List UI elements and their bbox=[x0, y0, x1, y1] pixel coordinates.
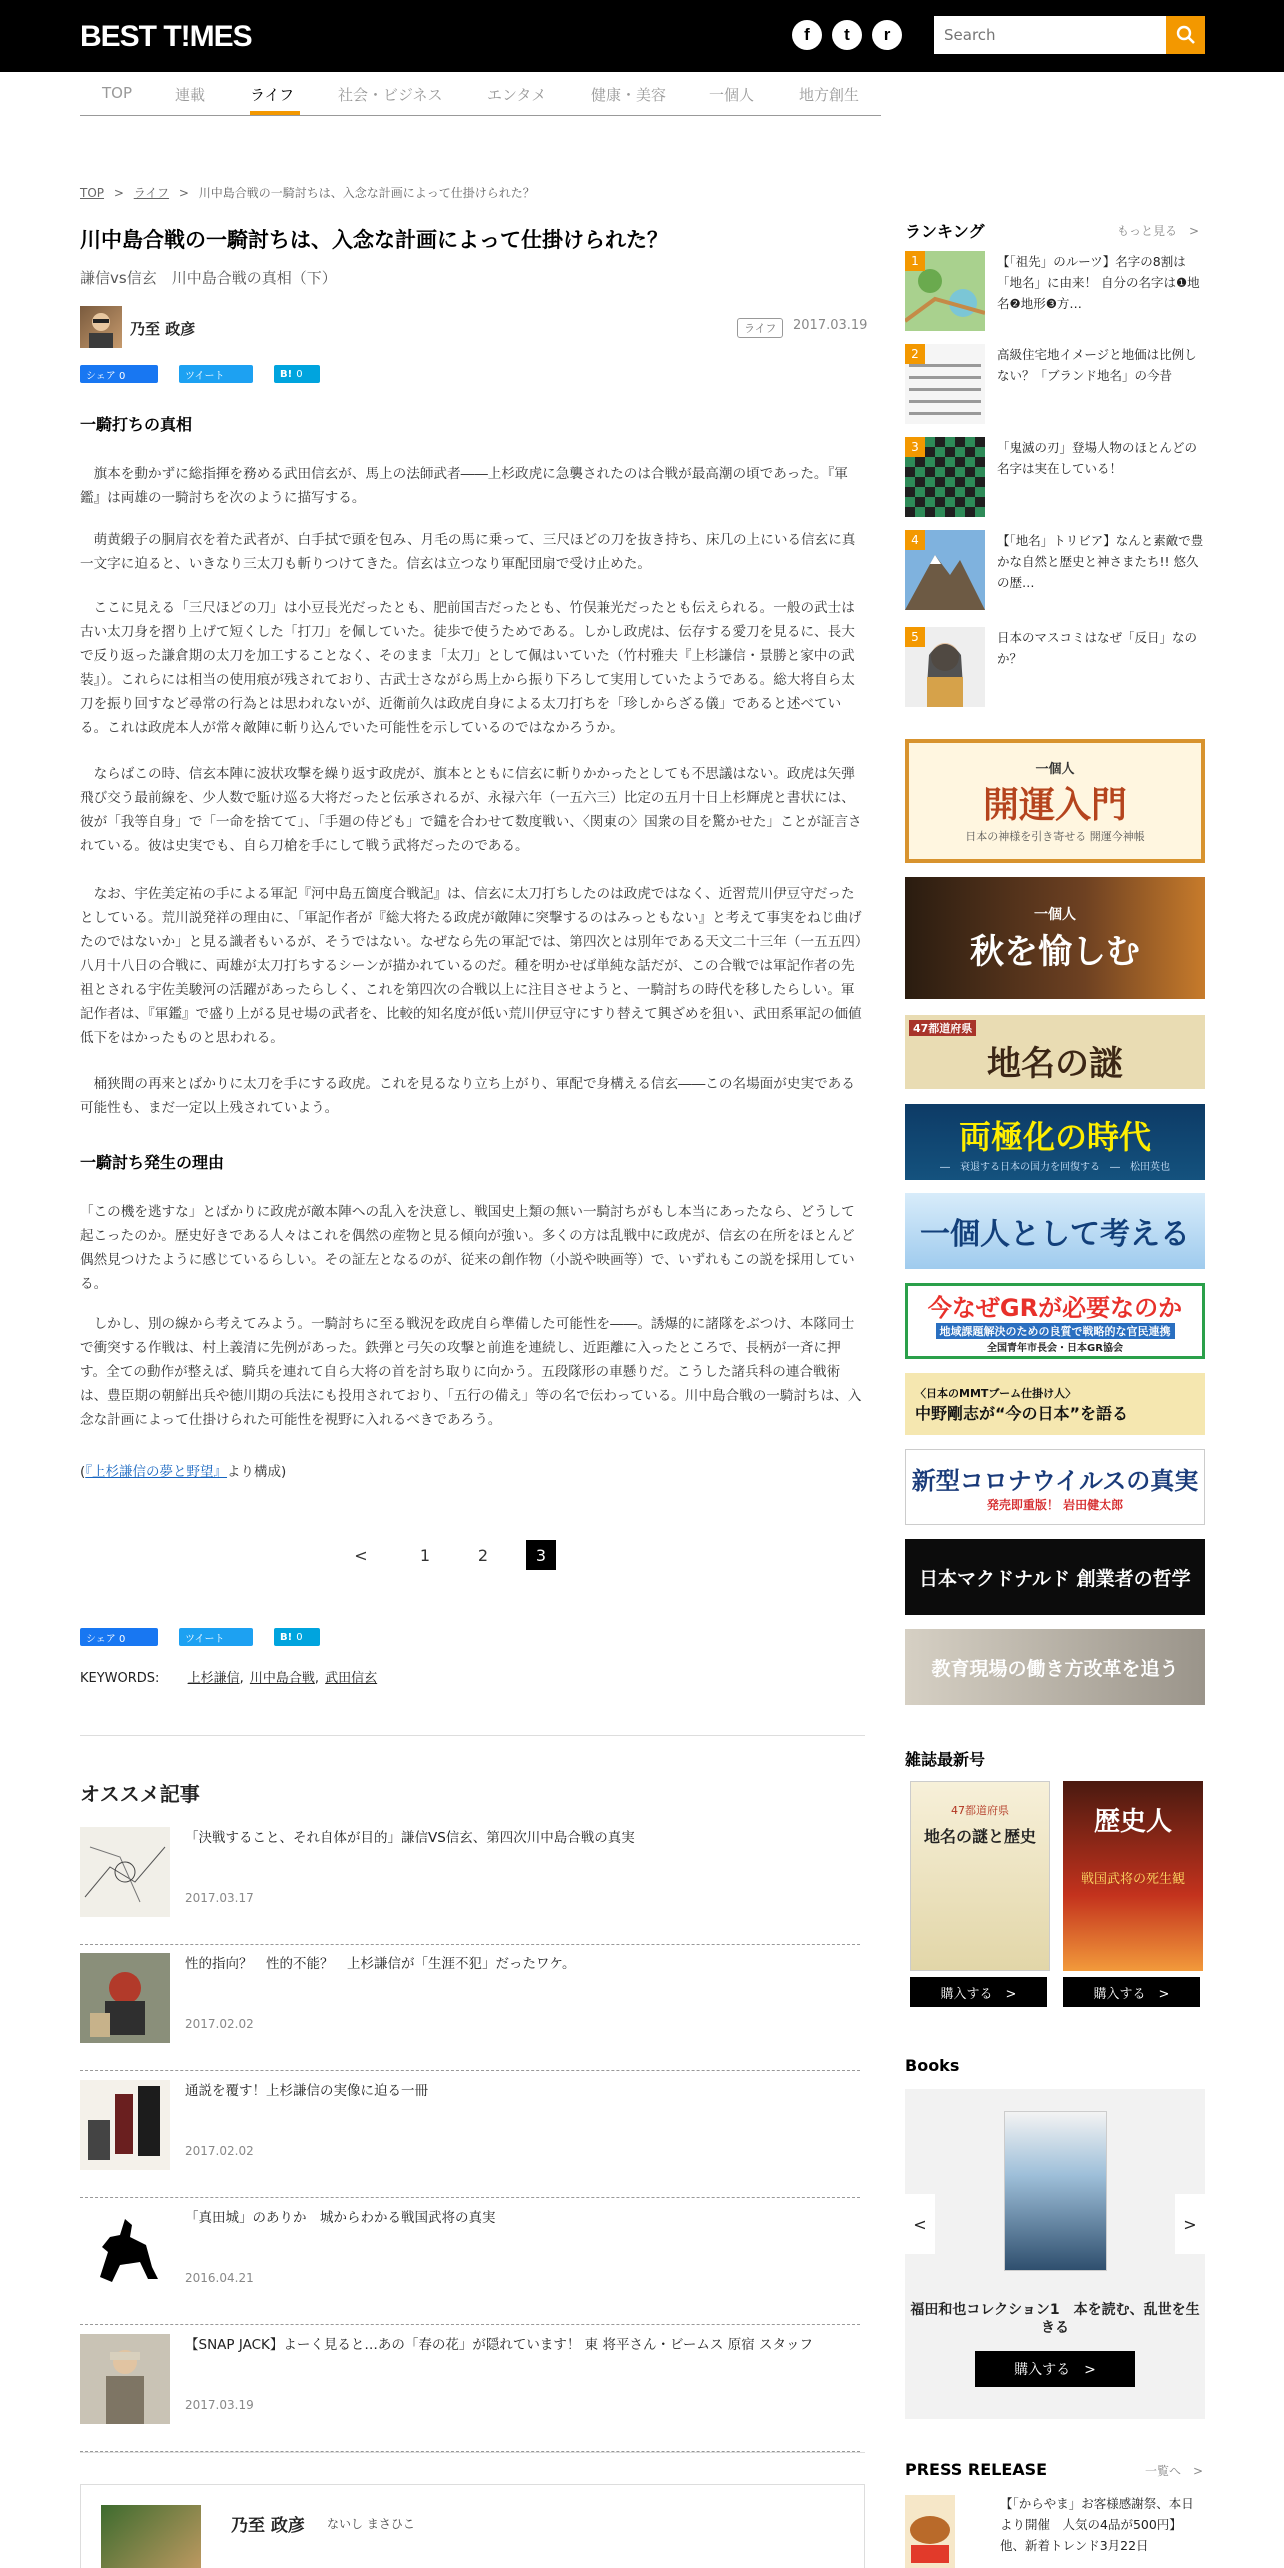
rss-icon[interactable]: r bbox=[872, 20, 902, 50]
recommended-thumbnail bbox=[80, 2207, 170, 2297]
books-carousel bbox=[905, 2089, 1205, 2419]
ranking-number: 1 bbox=[905, 251, 925, 271]
recommended-item[interactable] bbox=[80, 2207, 860, 2325]
pagination-prev[interactable]: < bbox=[354, 1545, 368, 1565]
magazine-name: 歴史人 bbox=[1093, 1807, 1172, 1837]
magazine-heading: 雑誌最新号 bbox=[905, 1750, 986, 1769]
article-paragraph: しかし、別の線から考えてみよう。一騎討ちに至る戦況を政虎自ら準備した可能性を――。誘爆的に諸隊をぶつけ、本隊同士で衝突する作戦は、村上義清に先例があった。鉄弾と弓矢の攻撃と前進を連続し、近距離に入ったところで、長柄が一斉に押す。全ての動作が整えば、騎兵を連れて自ら大将の首を討ち取りに向かう。五段隊形の車懸りだ。こうした諸兵科の連合戦術は、豊臣期の朝鮮出兵や徳川期の兵法にも投用されており、「五行の備え」等の名で伝わっている。川中島合戦の一騎討ちは、入念な計画によって仕掛けられた可能性を視野に入れるべきであろう。 bbox=[80, 1316, 862, 1428]
twitter-share-button[interactable] bbox=[179, 365, 253, 383]
banner-sub2: 全国青年市長会・日本GR協会 bbox=[987, 1343, 1123, 1354]
banner-ikkojin-think[interactable] bbox=[905, 1193, 1205, 1269]
search-input[interactable] bbox=[934, 16, 1166, 54]
pagination-page-3-current: 3 bbox=[526, 1540, 556, 1570]
recommended-title[interactable]: 性的指向？ 性的不能？ 上杉謙信が「生涯不犯」だったワケ。 bbox=[185, 1956, 576, 1972]
banner-mcdonalds[interactable] bbox=[905, 1539, 1205, 1615]
banner-sub: 発売即重版！ 岩田健太郎 bbox=[986, 1498, 1124, 1512]
article-paragraph: 旗本を動かずに総指揮を務める武田信玄が、馬上の法師武者――上杉政虎に急襲されたのは合戦が最高潮の頃であった。『軍鑑』は両雄の一騎討ちを次のように描写する。 bbox=[80, 466, 848, 506]
search-icon bbox=[1176, 25, 1196, 45]
banner-autumn[interactable] bbox=[905, 877, 1205, 999]
nav-item-serial[interactable]: 連載 bbox=[175, 86, 206, 104]
search-button[interactable] bbox=[1166, 16, 1205, 54]
press-release-thumbnail[interactable] bbox=[905, 2495, 955, 2568]
carousel-next-button[interactable]: > bbox=[1175, 2194, 1205, 2254]
breadcrumb-separator: > bbox=[113, 186, 124, 200]
author-name[interactable]: 乃至 政彦 bbox=[130, 320, 196, 338]
facebook-share-button[interactable] bbox=[80, 1628, 158, 1646]
ranking-more-link[interactable]: もっと見る > bbox=[1117, 224, 1200, 238]
books-heading: Books bbox=[905, 2056, 960, 2075]
keyword-link[interactable]: 上杉謙信 bbox=[187, 1671, 240, 1686]
banner-main: 中野剛志が“今の日本”を語る bbox=[915, 1403, 1129, 1423]
divider bbox=[80, 2452, 865, 2453]
banner-main: 秋を愉しむ bbox=[970, 931, 1140, 972]
article-paragraph: 「この機を逃すな」とばかりに政虎が敵本陣への乱入を決意し、戦国史上類の無い一騎討ちがもし本当にあったなら、どうして起こったのか。歴史好きである人々はこれを偶然の産物と見る傾向が強い。多くの方は乱戦中に政虎が、信玄の在所をほとんど偶然見つけたように感じているらしい。その証左となるのが、従来の創作物（小説や映画等）で、いずれもこの説を採用している。 bbox=[80, 1204, 855, 1292]
ranking-title[interactable]: 「鬼滅の刃」登場人物のほとんどの名字は実在している！ bbox=[997, 440, 1198, 476]
banner-education[interactable] bbox=[905, 1629, 1205, 1705]
twitter-icon[interactable]: t bbox=[832, 20, 862, 50]
article-title: 川中島合戦の一騎討ちは、入念な計画によって仕掛けられた？ bbox=[80, 228, 668, 252]
banner-sub: 地域課題解決のための良質で戦略的な官民連携 bbox=[936, 1323, 1175, 1339]
recommended-heading: オススメ記事 bbox=[80, 1782, 200, 1806]
nav-item-health-beauty[interactable]: 健康・美容 bbox=[591, 86, 667, 104]
banner-sub: 一個人 bbox=[1035, 762, 1075, 777]
ranking-item[interactable] bbox=[905, 251, 1205, 331]
banner-main: 一個人として考える bbox=[920, 1217, 1190, 1252]
ranking-number: 4 bbox=[905, 530, 925, 550]
banner-main: 開運入門 bbox=[982, 784, 1127, 826]
banner-main: 両極化の時代 bbox=[958, 1117, 1151, 1156]
site-logo[interactable]: BEST T!MES bbox=[80, 20, 252, 53]
nav-item-top[interactable]: TOP bbox=[102, 84, 133, 102]
breadcrumb-separator: > bbox=[178, 186, 189, 200]
recommended-item[interactable] bbox=[80, 2080, 860, 2198]
site-header bbox=[0, 0, 1284, 72]
recommended-item[interactable] bbox=[80, 1827, 860, 1945]
magazine-name: 地名の謎と歴史 bbox=[923, 1827, 1036, 1846]
author-profile-name[interactable]: 乃至 政彦 bbox=[231, 2516, 305, 2536]
breadcrumb-top[interactable]: TOP bbox=[80, 186, 105, 200]
ranking-title[interactable]: 日本のマスコミはなぜ「反日」なのか？ bbox=[997, 630, 1198, 666]
banner-main: 今なぜGRが必要なのか bbox=[927, 1294, 1183, 1322]
magazine-sub: 戦国武将の死生観 bbox=[1080, 1872, 1185, 1887]
recommended-title[interactable]: 通説を覆す！上杉謙信の実像に迫る一冊 bbox=[185, 2083, 428, 2099]
ranking-number: 3 bbox=[905, 437, 925, 457]
breadcrumb-current: 川中島合戦の一騎討ちは、入念な計画によって仕掛けられた？ bbox=[198, 186, 535, 200]
article-paragraph: 桶狭間の再来とばかりに太刀を手にする政虎。これを見るなり立ち上がり、軍配で身構える信玄――この名場面が史実である可能性も、まだ一定以上残されていよう。 bbox=[80, 1076, 855, 1116]
keywords-label: KEYWORDS: bbox=[80, 1671, 160, 1686]
main-nav bbox=[80, 72, 881, 116]
ranking-title[interactable]: 【「祖先」のルーツ】名字の8割は「地名」に由来！ 自分の名字は❶地名❷地形❸方… bbox=[997, 254, 1200, 311]
hatena-bookmark-button[interactable]: B! 0 bbox=[274, 365, 320, 383]
breadcrumb-life[interactable]: ライフ bbox=[133, 186, 170, 200]
nav-item-life[interactable]: ライフ bbox=[250, 86, 295, 104]
banner-kaiun[interactable] bbox=[905, 739, 1205, 863]
banner-main: 地名の謎 bbox=[987, 1043, 1123, 1084]
ranking-item[interactable] bbox=[905, 437, 1205, 517]
recommended-date: 2017.02.02 bbox=[185, 2144, 254, 2158]
divider bbox=[80, 1735, 865, 1736]
recommended-item[interactable] bbox=[80, 1953, 860, 2071]
recommended-date: 2016.04.21 bbox=[185, 2271, 254, 2285]
tweet-label: ツイート bbox=[185, 1633, 225, 1645]
ranking-title[interactable]: 【「地名」トリビア】なんと素敵で豊かな自然と歴史と神さまたち!! 悠久の歴… bbox=[997, 533, 1204, 590]
ranking-item[interactable] bbox=[905, 530, 1205, 610]
banner-polarization[interactable] bbox=[905, 1104, 1205, 1180]
press-release-title[interactable]: 【「からやま」お客様感謝祭、本日より開催 人気の4品が500円】他、新着トレンド3月22日 bbox=[1000, 2496, 1194, 2553]
category-badge[interactable]: ライフ bbox=[737, 318, 783, 338]
recommended-thumbnail bbox=[80, 2334, 170, 2424]
recommended-thumbnail bbox=[80, 2080, 170, 2170]
carousel-prev-button[interactable]: < bbox=[905, 2194, 935, 2254]
recommended-date: 2017.03.19 bbox=[185, 2398, 254, 2412]
tweet-label: ツイート bbox=[185, 370, 225, 382]
recommended-date: 2017.02.02 bbox=[185, 2017, 254, 2031]
recommended-thumbnail bbox=[80, 1953, 170, 2043]
pagination-page-2[interactable]: 2 bbox=[477, 1545, 489, 1565]
author-photo bbox=[101, 2505, 201, 2568]
ranking-number: 5 bbox=[905, 627, 925, 647]
magazine-cover-rekishijin[interactable] bbox=[1063, 1781, 1203, 1971]
banner-covid[interactable] bbox=[905, 1449, 1205, 1525]
book-title: 福田和也コレクション1 本を読む、乱世を生きる bbox=[910, 2302, 1200, 2336]
author-profile-reading: ないし まさひこ bbox=[327, 2517, 415, 2531]
ranking-item[interactable] bbox=[905, 627, 1205, 707]
breadcrumb bbox=[80, 184, 541, 201]
facebook-share-label: シェア 0 bbox=[86, 1633, 126, 1645]
recommended-date: 2017.03.17 bbox=[185, 1891, 254, 1905]
author-avatar[interactable] bbox=[80, 306, 122, 348]
keyword-link[interactable]: 川中島合戦 bbox=[249, 1671, 315, 1686]
banner-chimei[interactable] bbox=[905, 1015, 1205, 1089]
article-paragraph: ここに見える「三尺ほどの刀」は小豆長光だったとも、肥前国吉だったとも、竹俣兼光だったとも伝えられる。一般の武士は古い太刀身を摺り上げて短くした「打刀」を佩していた。徒歩で使うためである。しかし政虎は、伝存する愛刀を見るに、長大で反り返った謙倉期の太刀を加工することなく、そのまま「太刀」として佩はいていた（竹村雅夫『上杉謙信・景勝と家中の武装』）。これらには相当の使用痕が残されており、古武士さながら馬上から振り下ろして実用していたようである。総大将自ら太刀を振り回すなど尋常の行為とは思われないが、近衛前久は政虎自身による太刀打ちを「珍しからざる儀」であると述べている。これは政虎本人が常々敵陣に斬り込んでいた可能性を示しているのではなかろうか。 bbox=[80, 600, 855, 736]
ranking-item[interactable] bbox=[905, 344, 1205, 424]
hatena-count: 0 bbox=[296, 368, 303, 380]
article-paragraph: なお、宇佐美定祐の手による軍記『河中島五箇度合戦記』は、信玄に太刀打ちしたのは政虎ではなく、近習荒川伊豆守だったとしている。荒川説発祥の理由に、「軍記作者が『総大将たる政虎が敵陣に突撃するのはみっともない』と考えて事実をねじ曲げたのではないか」と見る識者もいるが、そうではない。なぜなら先の軍記では、第四次とは別年である天文二十三年（一五五四）八月十八日の合戦に、両雄が太刀打ちするシーンが描かれているのだ。種を明かせば単純な話だが、この合戦では軍記作者の先祖とされる宇佐美駿河の活躍があったらしく、これを第四次の合戦以上に注目させようと、一騎討ちの時代を移したらしい。軍記作者は、『軍鑑』で盛り上がる見せ場の武者を、比較的知名度が低い荒川伊豆守にすり替えて興ざめを狙い、武田系軍記の価値低下をはかったものと思われる。 bbox=[80, 886, 862, 1046]
nav-item-regional[interactable]: 地方創生 bbox=[799, 86, 860, 104]
article-date: 2017.03.19 bbox=[793, 318, 868, 333]
author-profile-box bbox=[80, 2484, 865, 2568]
section-heading: 一騎討ち発生の理由 bbox=[80, 1153, 225, 1172]
nav-item-entertainment[interactable]: エンタメ bbox=[487, 86, 547, 104]
banner-gr[interactable] bbox=[905, 1283, 1205, 1359]
facebook-share-button[interactable] bbox=[80, 365, 158, 383]
banner-main: 新型コロナウイルスの真実 bbox=[911, 1467, 1199, 1495]
recommended-title[interactable]: 【SNAP JACK】よーく見ると…あの「春の花」が隠れています！ 東 将平さん・ビームス 原宿 スタッフ bbox=[185, 2337, 813, 2353]
source-book-link[interactable]: 『上杉謙信の夢と野望』 bbox=[85, 1464, 228, 1480]
banner-sub: 一個人 bbox=[1034, 906, 1076, 923]
facebook-share-label: シェア 0 bbox=[86, 370, 126, 382]
banner-detail: 日本の神様を引き寄せる 開運今神帳 bbox=[965, 830, 1145, 843]
pagination-page-1[interactable]: 1 bbox=[419, 1545, 431, 1565]
magazine-buy-button[interactable]: 購入する > bbox=[910, 1977, 1047, 2007]
article-paragraph: ならばこの時、信玄本陣に波状攻撃を繰り返す政虎が、旗本とともに信玄に斬りかかったとしても不思議はない。政虎は矢弾飛び交う最前線を、少人数で駈け巡る大将だったと伝承されるが、永禄六年（一五六三）比定の五月十日上杉輝虎と書状には、彼が「我等自身」で「一命を捨てて」、「手廻の侍ども」で鑓を合わせて数度戦い、〈関東の〉国衆の目を驚かせた」ことが証言されている。彼は史実でも、自ら刀槍を手にして戦う武将だったのである。 bbox=[80, 766, 862, 854]
banner-sub: 47都道府県 bbox=[909, 1020, 976, 1036]
nav-item-society-business[interactable]: 社会・ビジネス bbox=[338, 86, 443, 104]
section-heading: 一騎打ちの真相 bbox=[80, 415, 193, 434]
ranking-number: 2 bbox=[905, 344, 925, 364]
banner-nakano[interactable] bbox=[905, 1373, 1205, 1435]
book-cover[interactable] bbox=[1004, 2111, 1107, 2271]
banner-sub: 〈日本のMMTブーム仕掛け人〉 bbox=[915, 1386, 1077, 1400]
source-credit: (『上杉謙信の夢と野望』より構成) bbox=[80, 1464, 287, 1480]
nav-item-ikkojin[interactable]: 一個人 bbox=[709, 86, 755, 104]
article-subtitle: 謙信vs信玄 川中島合戦の真相（下） bbox=[80, 269, 337, 287]
recommended-title[interactable]: 「決戦すること、それ自体が目的」謙信VS信玄、第四次川中島合戦の真実 bbox=[185, 1830, 635, 1846]
ranking-title[interactable]: 高級住宅地イメージと地価は比例しない？「ブランド地名」の今昔 bbox=[997, 347, 1197, 383]
banner-main: 日本マクドナルド 創業者の哲学 bbox=[919, 1567, 1191, 1590]
press-release-more-link[interactable]: 一覧へ > bbox=[1145, 2464, 1204, 2478]
hatena-bookmark-button[interactable]: B! 0 bbox=[274, 1628, 320, 1646]
article-paragraph: 萌黄緞子の胴肩衣を着た武者が、白手拭で頭を包み、月毛の馬に乗って、三尺ほどの刀を抜き持ち、床几の上にいる信玄に真一文字に迫ると、いきなり三太刀も斬りつけてきた。信玄は立つなり軍配団扇で受け止めた。 bbox=[80, 532, 856, 572]
nav-active-indicator bbox=[250, 111, 300, 115]
recommended-thumbnail bbox=[80, 1827, 170, 1917]
recommended-item[interactable] bbox=[80, 2334, 860, 2452]
banner-main: 教育現場の働き方改革を追う bbox=[931, 1657, 1179, 1680]
ranking-heading: ランキング bbox=[905, 222, 985, 241]
press-release-heading: PRESS RELEASE bbox=[905, 2460, 1048, 2479]
banner-sub: ― 衰退する日本の国力を回復する ― 松田英也 bbox=[940, 1161, 1170, 1173]
magazine-cover-chimei[interactable] bbox=[910, 1781, 1050, 1971]
book-buy-button[interactable]: 購入する > bbox=[975, 2351, 1135, 2387]
keywords: KEYWORDS: 上杉謙信, 川中島合戦, 武田信玄 bbox=[80, 1671, 378, 1686]
twitter-share-button[interactable] bbox=[179, 1628, 253, 1646]
keyword-link[interactable]: 武田信玄 bbox=[325, 1671, 378, 1686]
magazine-sub: 47都道府県 bbox=[951, 1804, 1009, 1817]
facebook-icon[interactable]: f bbox=[792, 20, 822, 50]
hatena-count: 0 bbox=[296, 1631, 303, 1643]
magazine-buy-button[interactable]: 購入する > bbox=[1063, 1977, 1200, 2007]
recommended-title[interactable]: 「真田城」のありか 城からわかる戦国武将の真実 bbox=[185, 2210, 496, 2226]
